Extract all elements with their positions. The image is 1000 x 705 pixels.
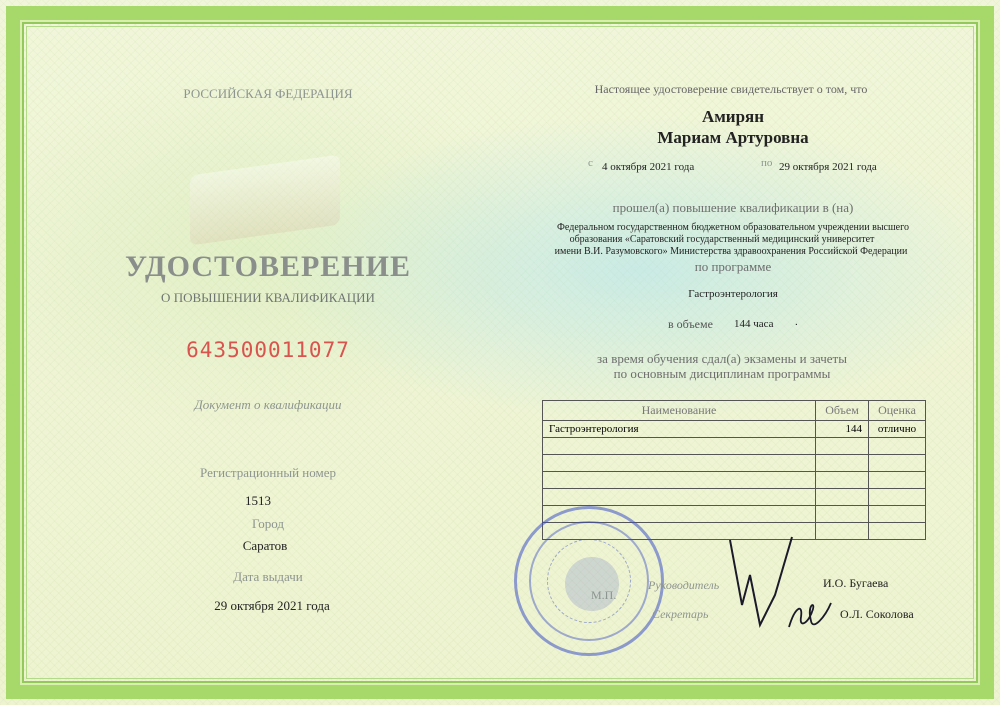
program-value: Гастроэнтерология [688, 288, 778, 300]
program-label: по программе [694, 259, 772, 274]
cell-subject [543, 472, 816, 489]
cell-hours [816, 506, 869, 523]
reg-number-label: Регистрационный номер [200, 465, 336, 480]
cell-subject [543, 455, 816, 472]
issue-date-value: 29 октября 2021 года [214, 598, 330, 613]
intro-text: Настоящее удостоверение свидетельствует о том, что [594, 82, 868, 96]
from-date: 4 октября 2021 года [602, 161, 695, 173]
org-line-2: образования «Саратовский государственный медицинский университет [569, 234, 875, 245]
table-row [543, 438, 926, 455]
cell-hours [816, 523, 869, 540]
from-label: с [588, 157, 593, 169]
cell-hours [816, 489, 869, 506]
col-header-name: Наименование [543, 401, 816, 421]
exams-line-2: по основным дисциплинам программы [613, 366, 831, 381]
cell-subject [543, 438, 816, 455]
cell-hours [816, 472, 869, 489]
city-label: Город [251, 516, 285, 531]
table-row [543, 455, 926, 472]
col-header-grade: Оценка [869, 401, 926, 421]
cell-grade [869, 506, 926, 523]
passed-label: прошел(а) повышение квалификации в (на) [612, 200, 854, 215]
given-name: Мариам Артуровна [657, 128, 809, 147]
table-row [543, 472, 926, 489]
doc-type: Документ о квалификации [194, 397, 342, 412]
reg-number-value: 1513 [245, 493, 271, 508]
head-name: И.О. Бугаева [823, 576, 889, 590]
to-label: по [761, 157, 773, 169]
cell-grade: отлично [869, 421, 926, 438]
doc-title: УДОСТОВЕРЕНИЕ [125, 250, 411, 283]
secretary-name: О.Л. Соколова [840, 607, 914, 621]
volume-value: 144 часа [734, 318, 774, 330]
cell-grade [869, 472, 926, 489]
cell-hours [816, 438, 869, 455]
issue-date-label: Дата выдачи [233, 569, 303, 584]
table-header-row [543, 401, 926, 421]
to-date: 29 октября 2021 года [779, 161, 877, 173]
col-header-volume: Объем [816, 401, 869, 421]
cell-subject [543, 489, 816, 506]
table-row [543, 489, 926, 506]
cell-grade [869, 523, 926, 540]
city-value: Саратов [242, 538, 288, 553]
cell-grade [869, 489, 926, 506]
secretary-label: Секретарь [652, 607, 709, 621]
table-row [543, 421, 926, 438]
mp-label: М.П. [591, 588, 617, 602]
cell-grade [869, 455, 926, 472]
cell-hours [816, 455, 869, 472]
cell-subject: Гастроэнтерология [543, 421, 816, 438]
doc-subtitle: О ПОВЫШЕНИИ КВАЛИФИКАЦИИ [161, 290, 375, 305]
volume-label: в объеме [668, 317, 713, 331]
surname: Амирян [701, 107, 765, 126]
exams-line-1: за время обучения сдал(а) экзамены и зачеты [597, 351, 847, 366]
org-line-3: имени В.И. Разумовского» Министерства здравоохранения Российской Федерации [554, 246, 908, 257]
head-label: Руководитель [648, 578, 720, 592]
secretary-signature [785, 597, 835, 633]
volume-dot: . [795, 316, 798, 328]
cell-grade [869, 438, 926, 455]
org-line-1: Федеральном государственном бюджетном образовательном учреждении высшего [557, 222, 909, 233]
cell-hours: 144 [816, 421, 869, 438]
country-label: РОССИЙСКАЯ ФЕДЕРАЦИЯ [183, 86, 353, 101]
official-stamp [514, 506, 664, 656]
serial-number: 643500011077 [186, 338, 350, 362]
